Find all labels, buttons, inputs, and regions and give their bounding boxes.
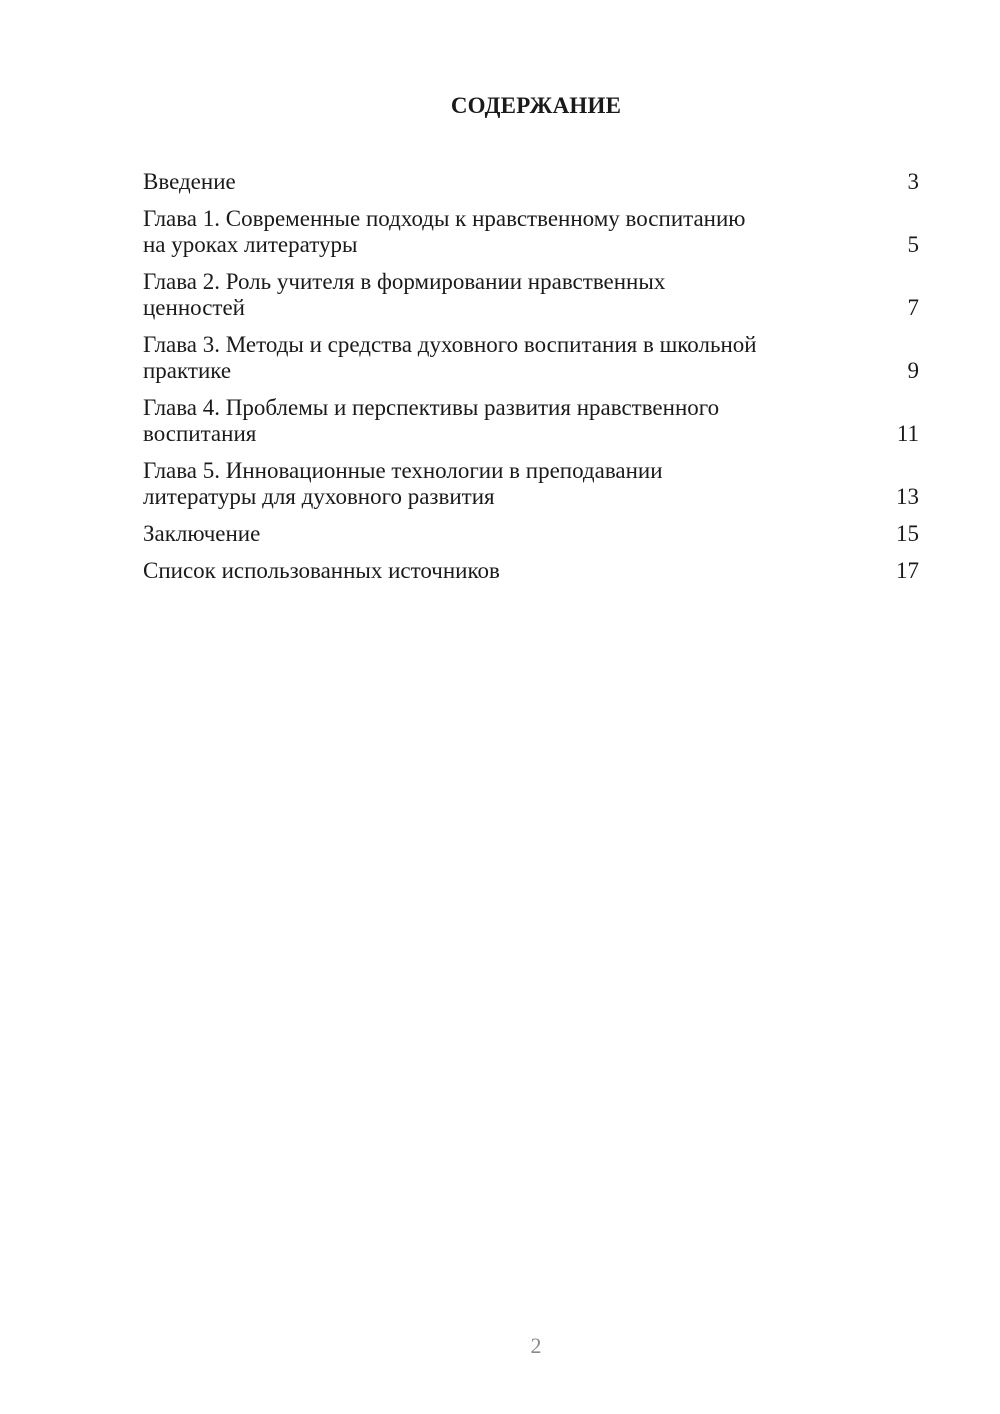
toc-entry-line: литературы для духовного развития <box>143 484 495 509</box>
toc-entry-introduction <box>143 169 919 195</box>
toc-entry-line: воспитания <box>143 421 257 446</box>
toc-entry-line: Глава 2. Роль учителя в формировании нравственных <box>143 269 666 294</box>
toc-page-number: 3 <box>907 169 919 194</box>
toc-entry-text <box>143 206 745 258</box>
toc-entry-text <box>143 558 500 584</box>
toc-page-number: 9 <box>907 358 919 383</box>
toc-entry-text <box>143 169 236 195</box>
toc-entry-line: Глава 3. Методы и средства духовного воспитания в школьной <box>143 332 757 357</box>
toc-entry-chapter-3 <box>143 332 919 384</box>
toc-page-number: 13 <box>896 484 919 509</box>
toc-page-number: 5 <box>907 232 919 257</box>
toc-entry-text <box>143 332 757 384</box>
toc-entry-line: Заключение <box>143 521 261 546</box>
toc-entry-line: Глава 1. Современные подходы к нравственному воспитанию <box>143 206 746 231</box>
toc-entry-line: ценностей <box>143 295 245 320</box>
toc-page-number: 7 <box>907 295 919 320</box>
toc-entry-chapter-4 <box>143 395 919 447</box>
page-title: СОДЕРЖАНИЕ <box>450 93 622 118</box>
toc-entry-text <box>143 395 719 447</box>
toc-entry-line: Глава 4. Проблемы и перспективы развития нравственного <box>143 395 720 420</box>
toc-entry-text <box>143 521 260 547</box>
toc-entry-line: Список использованных источников <box>143 558 500 583</box>
table-of-contents <box>143 169 919 595</box>
toc-entry-chapter-5 <box>143 458 919 510</box>
footer-page-number: 2 <box>530 1333 542 1358</box>
toc-entry-text <box>143 269 665 321</box>
toc-entry-conclusion <box>143 521 919 547</box>
toc-page-number: 15 <box>896 521 919 546</box>
toc-entry-line: Введение <box>143 169 236 194</box>
toc-entry-line: на уроках литературы <box>143 232 358 257</box>
toc-entry-chapter-2 <box>143 269 919 321</box>
toc-entry-line: практике <box>143 358 232 383</box>
toc-page-number: 17 <box>896 558 919 583</box>
toc-page-number: 11 <box>896 421 919 446</box>
toc-entry-line: Глава 5. Инновационные технологии в преподавании <box>143 458 663 483</box>
toc-entry-text <box>143 458 663 510</box>
toc-entry-chapter-1 <box>143 206 919 258</box>
toc-entry-references <box>143 558 919 584</box>
